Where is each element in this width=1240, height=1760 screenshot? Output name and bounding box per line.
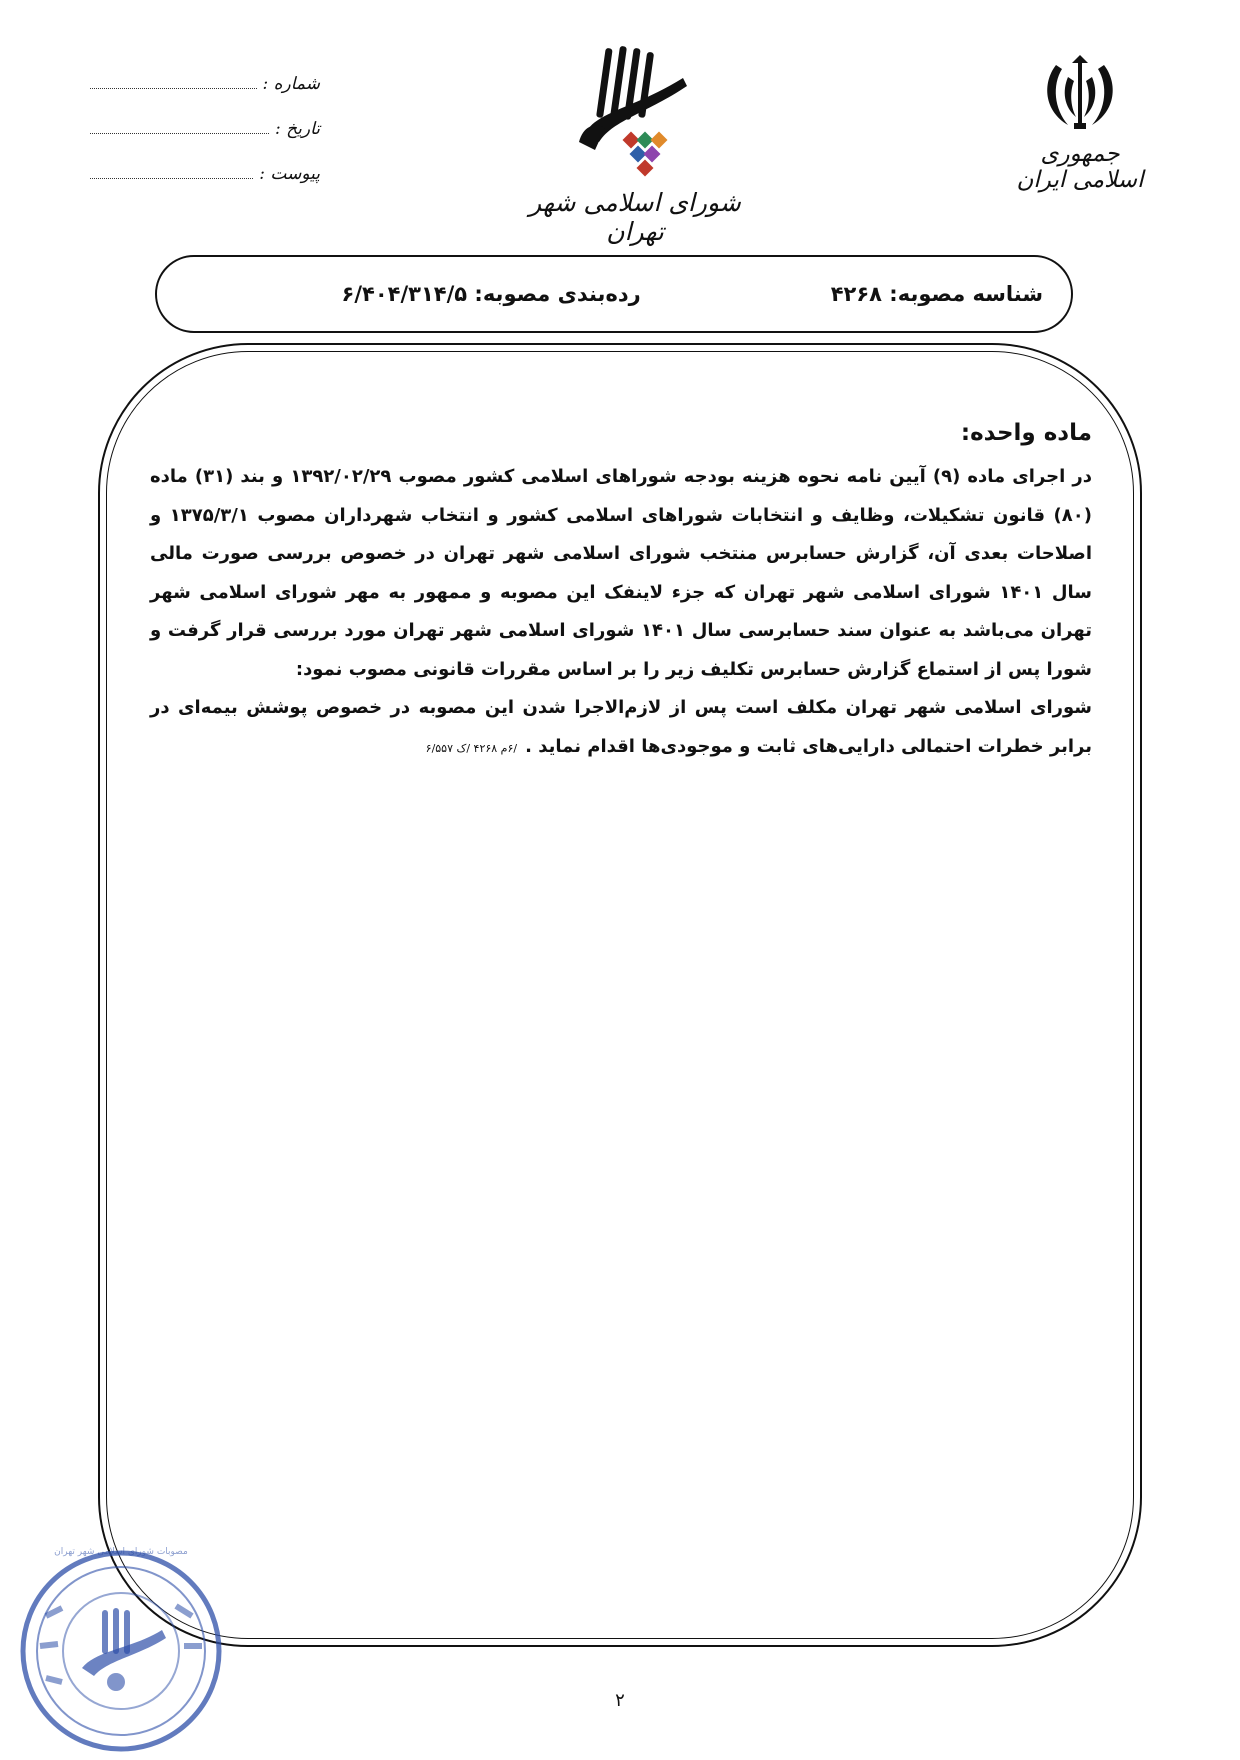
iran-emblem-icon — [1038, 55, 1122, 135]
council-stamp — [16, 1546, 226, 1756]
article-body — [150, 420, 1092, 768]
ref-dotted-line — [90, 121, 269, 134]
resolution-classification: رده‌بندی مصوبه: ۶/۴۰۴/۳۱۴/۵ — [341, 282, 641, 306]
reference-fields — [90, 74, 320, 209]
ref-label: شماره : — [262, 74, 320, 94]
council-logo — [520, 42, 750, 246]
emblem-caption: جمهوری اسلامی ایران — [1016, 141, 1144, 193]
ref-row-date — [90, 119, 320, 164]
article-paragraph-2 — [150, 689, 1092, 768]
article-paragraph-2-text: شورای اسلامی شهر تهران مکلف است پس از لازم‌الاجرا شدن این مصوبه در خصوص پوشش بیمه‌ای در برابر خطرات احتمالی دارایی‌های ثابت و موجودی‌ها اقدام نماید . — [150, 697, 1092, 757]
stamp-seal-icon — [16, 1546, 226, 1756]
ref-label: تاریخ : — [275, 119, 320, 139]
article-title: ماده واحده: — [960, 420, 1092, 446]
resolution-info-bar — [155, 255, 1073, 333]
ref-dotted-line — [90, 166, 253, 179]
council-logo-icon — [565, 42, 705, 192]
resolution-id: شناسه مصوبه: ۴۲۶۸ — [830, 282, 1043, 306]
article-reference-code: /۶م ۴۲۶۸ /ک ۶/۵۵۷ — [425, 741, 518, 755]
council-caption: شورای اسلامی شهر تهران — [529, 188, 741, 246]
page-number: ۲ — [615, 1690, 625, 1711]
article-paragraph-1: در اجرای ماده (۹) آیین نامه نحوه هزینه بودجه شوراهای اسلامی کشور مصوب ۱۳۹۲/۰۲/۲۹ و بند (۳۱) ماده (۸۰) قانون تشکیلات، وظایف و انتخابات شوراهای اسلامی کشور و انتخاب شهرداران مصوب ۱۳۷۵/۳/۱ و اصلاحات بعدی آن، گزارش حسابرس منتخب شورای اسلامی شهر تهران در خصوص بررسی صورت مالی سال ۱۴۰۱ شورای اسلامی شهر تهران که جزء لاینفک این مصوبه و ممهور به مهر شورای اسلامی شهر تهران می‌باشد به عنوان سند حسابرسی سال ۱۴۰۱ شورای اسلامی شهر تهران مورد بررسی قرار گرفت و شورا پس از استماع گزارش حسابرس تکلیف زیر را بر اساس مقررات قانونی مصوب نمود: — [150, 466, 1093, 680]
ref-row-number — [90, 74, 320, 119]
ref-label: پیوست : — [259, 164, 320, 184]
ref-dotted-line — [90, 76, 257, 89]
ref-row-attachment — [90, 164, 320, 209]
stamp-text: مصوبات شورای اسلامی شهر تهران — [54, 1547, 188, 1557]
national-emblem — [1005, 55, 1155, 193]
